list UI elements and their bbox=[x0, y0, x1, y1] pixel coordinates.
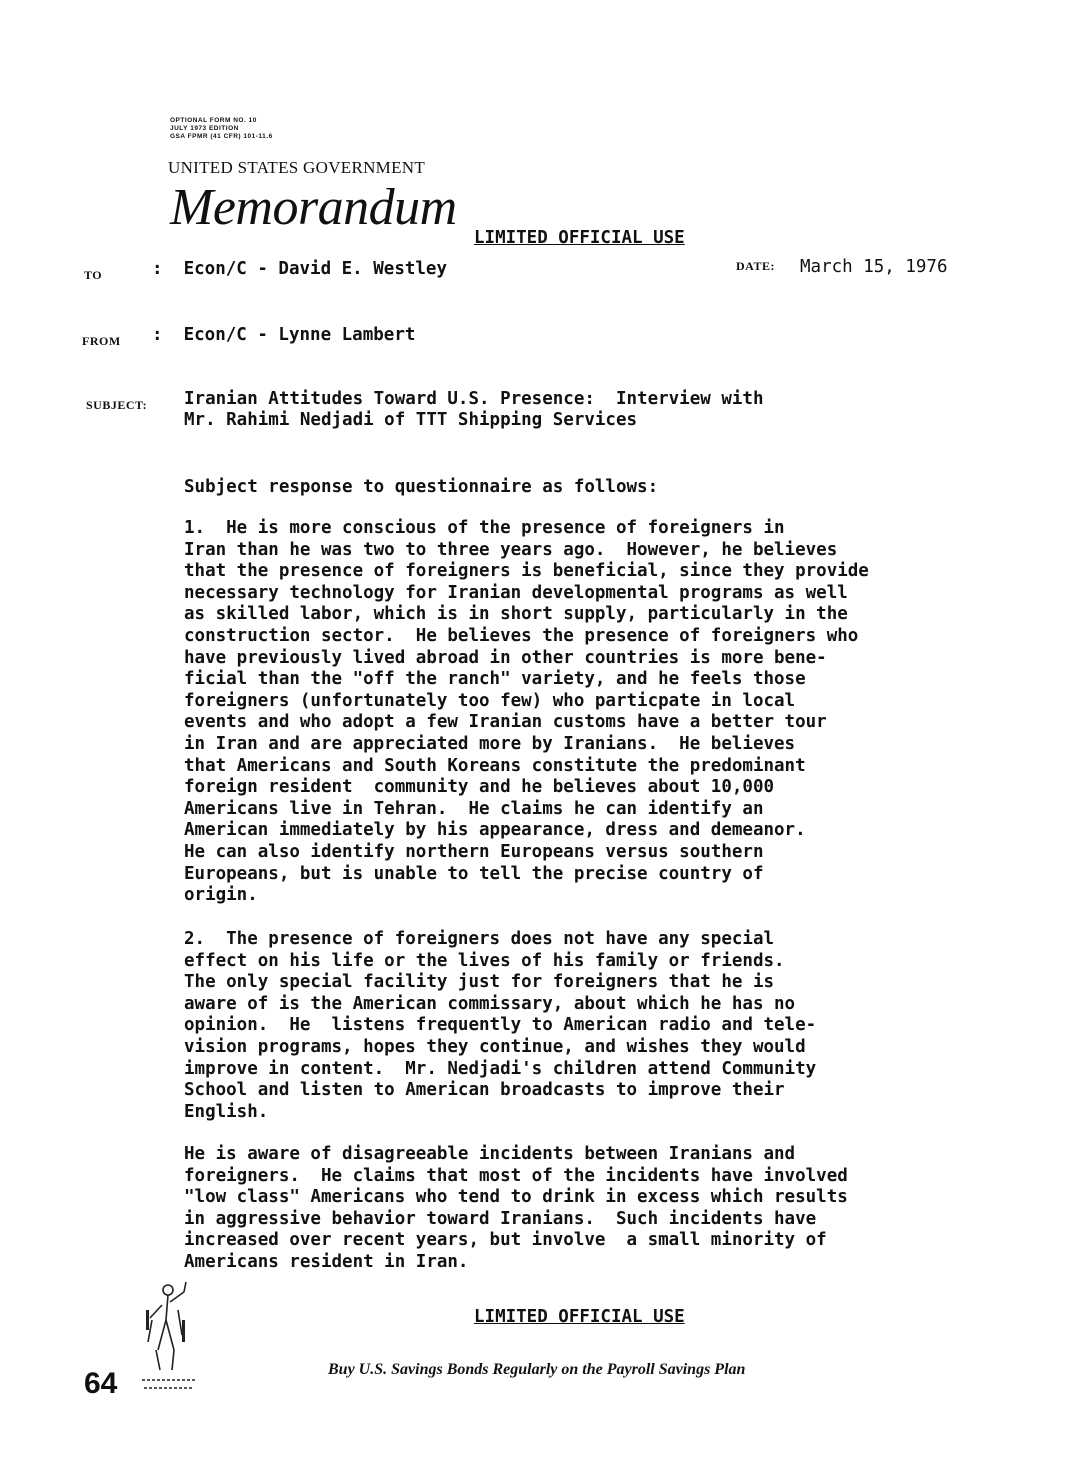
from-label: FROM bbox=[82, 334, 121, 348]
classification-top: LIMITED OFFICIAL USE bbox=[474, 228, 685, 248]
optional-form-number: OPTIONAL FORM NO. 10 bbox=[170, 117, 257, 124]
from-value: : Econ/C - Lynne Lambert bbox=[152, 325, 416, 345]
form-edition: JULY 1973 EDITION bbox=[170, 125, 239, 132]
to-label: TO bbox=[84, 268, 103, 282]
paragraph-3: He is aware of disagreeable incidents between Iranians and foreigners. He claims that most of the incidents have involved "low class" Americans who tend to drink in excess which results in aggressive behavior toward Iranians. Such incidents have increased over recent years, but involve a small minority of Americans resident in Iran. bbox=[184, 1144, 848, 1272]
page-number: 64 bbox=[84, 1367, 118, 1400]
savings-bonds-slogan: Buy U.S. Savings Bonds Regularly on the Payroll Savings Plan bbox=[328, 1361, 746, 1378]
subject-label: SUBJECT: bbox=[86, 398, 148, 412]
subject-line-2: Mr. Rahimi Nedjadi of TTT Shipping Services bbox=[184, 410, 638, 430]
paragraph-1: 1. He is more conscious of the presence of foreigners in Iran than he was two to three years ago. However, he believes that the presence of foreigners is beneficial, since they provide necessary technology for Iranian developmental programs as well as skilled labor, which is in short supply, particularly in the construction sector. He believes the presence of foreigners who have previously lived abroad in other countries is more bene- ficial than the "off the ranch" variety, and he feels those foreigners (unfortunately too few) who particpate in local events and who adopt a few Iranian customs have a better tour in Iran and are appreciated more by Iranians. He believes that Americans and South Koreans constitute the predominant foreign resident community and he believes about 10,000 Americans live in Tehran. He claims he can identify an American immediately by his appearance, dress and demeanor. He can also identify northern Europeans versus southern Europeans, but is unable to tell the precise country of origin. bbox=[184, 518, 869, 906]
memorandum-title: Memorandum bbox=[170, 179, 457, 236]
date-value: March 15, 1976 bbox=[800, 257, 948, 277]
date-label: DATE: bbox=[736, 259, 775, 273]
government-heading: UNITED STATES GOVERNMENT bbox=[168, 158, 426, 177]
to-value: : Econ/C - David E. Westley bbox=[152, 259, 448, 279]
paragraph-2: 2. The presence of foreigners does not have any special effect on his life or the lives of his family or friends. The only special facility just for foreigners that he is aware of is the American commissary, about which he has no opinion. He listens frequently to American radio and tele- vision programs, hopes they continue, and wishes they would improve in content. Mr. Nedjadi's children attend Community School and listen to American broadcasts to improve their English. bbox=[184, 929, 817, 1122]
form-gsa-reference: GSA FPMR (41 CFR) 101-11.6 bbox=[170, 133, 273, 140]
classification-bottom: LIMITED OFFICIAL USE bbox=[474, 1307, 685, 1327]
subject-line-1: Iranian Attitudes Toward U.S. Presence: Interview with bbox=[184, 389, 764, 409]
minuteman-emblem-icon bbox=[138, 1280, 200, 1400]
intro-line: Subject response to questionnaire as follows: bbox=[184, 477, 659, 497]
form-info bbox=[170, 117, 273, 141]
